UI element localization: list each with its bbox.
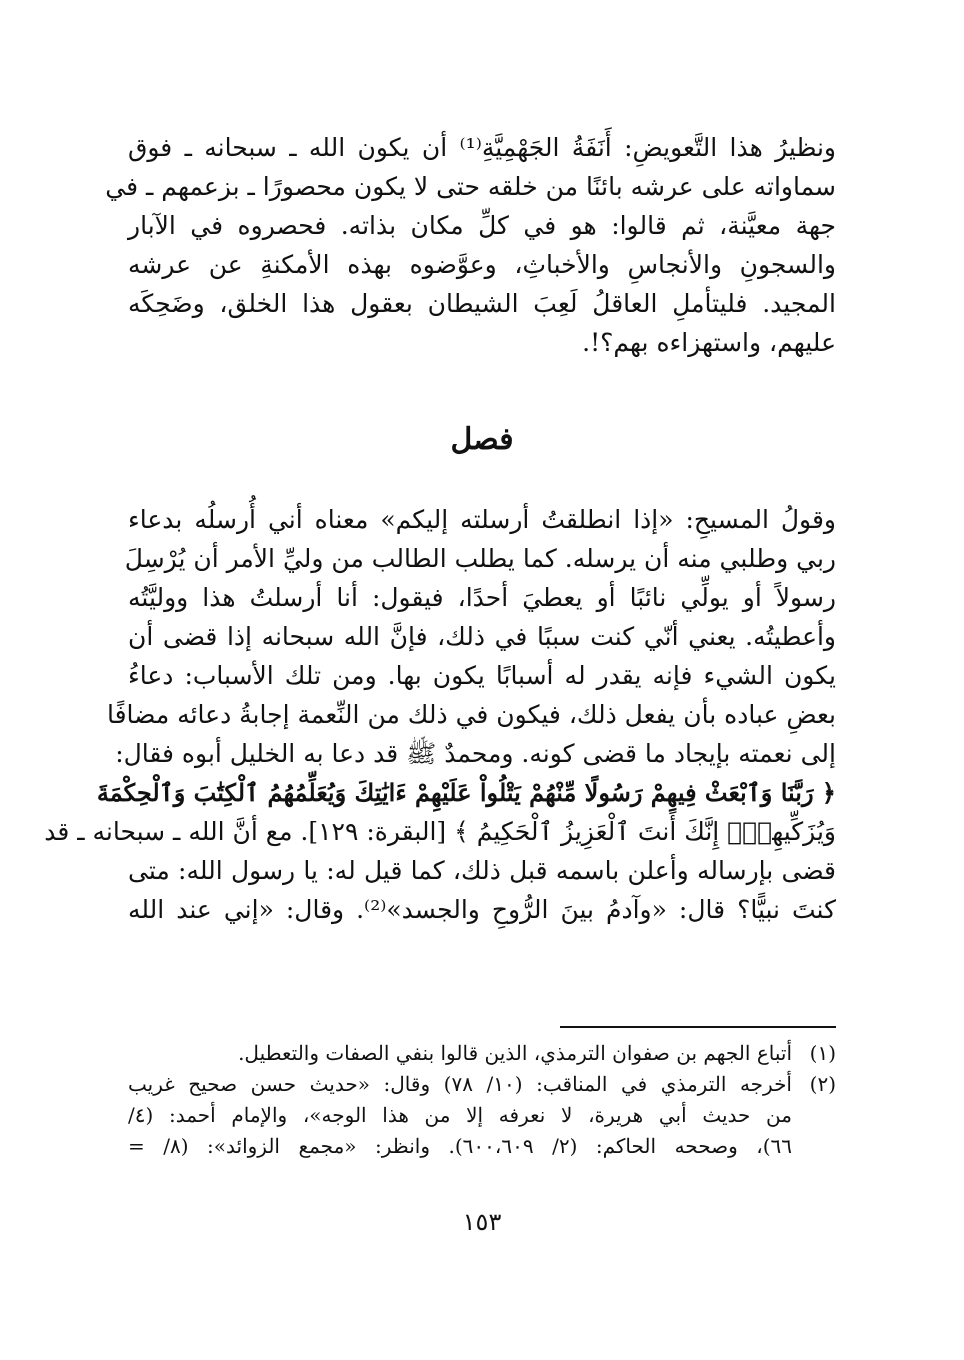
footnote-number: (٢) — [809, 1072, 836, 1096]
footnote-1 — [128, 1038, 836, 1069]
paragraph-line: ربي وطلبي منه أن يرسله. كما يطلب الطالب من وليِّ الأمر أن يُرْسِلَ — [124, 544, 836, 573]
footnote-line — [128, 1069, 836, 1100]
paragraph-line: وأعطيتُه. يعني أنّي كنت سببًا في ذلك، فإنَّ الله سبحانه إذا قضى أن — [128, 622, 836, 651]
paragraph-line: ونظيرُ هذا التَّعويضِ: أَنَفَةُ الجَهْمِيَّةِ⁽¹⁾ أن يكون الله ـ سبحانه ـ فوق — [128, 133, 836, 162]
footnote-line: ٦٦)، وصححه الحاكم: (٢/ ٦٠٠،٦٠٩). وانظر: «مجمع الزوائد»: (٨/ = — [128, 1134, 792, 1158]
paragraph-line: كنتَ نبيًّا؟ قال: «وآدمُ بينَ الرُّوحِ والجسد»⁽²⁾. وقال: «إني عند الله — [128, 895, 837, 924]
paragraph-line: وقولُ المسيحِ: «إذا انطلقتُ أرسلته إليكم» معناه أني أُرسلُه بدعاء — [128, 505, 836, 534]
quran-verse-line: وَيُزَكِّيهِمْۚ إِنَّكَ أَنتَ ٱلْعَزِيزُ ٱلْحَكِيمُ ﴾ [البقرة: ١٢٩]. مع أنَّ الله ـ سبحانه ـ قد — [44, 817, 836, 846]
paragraph-line: إلى نعمته بإيجاد ما قضى كونه. ومحمدٌ ﷺ قد دعا به الخليل أبوه فقال: — [115, 739, 836, 768]
paragraph-line: سماواته على عرشه بائنًا من خلقه حتى لا يكون محصورًا ـ بزعمهم ـ في — [105, 172, 836, 201]
paragraph-2 — [44, 500, 837, 929]
paragraph-line: يكون الشيء فإنه يقدر له أسبابًا يكون بها. ومن تلك الأسباب: دعاءُ — [128, 661, 836, 690]
page-number: ١٥٣ — [462, 1208, 502, 1236]
footnote-text: أتباع الجهم بن صفوان الترمذي، الذين قالوا بنفي الصفات والتعطيل. — [238, 1041, 792, 1065]
footnote-2 — [128, 1069, 836, 1162]
paragraph-1 — [105, 128, 836, 362]
footnote-text: أخرجه الترمذي في المناقب: (١٠/ ٧٨) وقال: «حديث حسن صحيح غريب — [128, 1072, 792, 1096]
paragraph-line: جهة معيَّنة، ثم قالوا: هو في كلِّ مكان بذاته. فحصروه في الآبار — [128, 211, 836, 240]
section-heading: فصل — [450, 422, 514, 457]
quran-verse-line: ﴿ رَبَّنَا وَٱبْعَثْ فِيهِمْ رَسُولًا مِّنْهُمْ يَتْلُواْ عَلَيْهِمْ ءَايَٰتِكَ وَيُعَلِّمُهُمُ ٱلْكِتَٰبَ وَٱلْحِكْمَةَ — [96, 778, 836, 807]
footnote-number: (١) — [809, 1041, 836, 1065]
footnotes — [128, 1038, 836, 1162]
footnote-line — [128, 1038, 836, 1069]
paragraph-line: رسولاً أو يولِّي نائبًا أو يعطيَ أحدًا، فيقول: أنا أرسلتُ هذا ووليَّتُه — [128, 583, 836, 612]
paragraph-line: قضى بإرساله وأعلن باسمه قبل ذلك، كما قيل له: يا رسول الله: متى — [128, 856, 836, 885]
footnote-divider — [560, 1026, 836, 1028]
paragraph-line: بعضِ عباده بأن يفعل ذلك، فيكون في ذلك من النِّعمة إجابةُ دعائه مضافًا — [106, 700, 836, 729]
footnote-line: من حديث أبي هريرة، لا نعرفه إلا من هذا الوجه»، والإمام أحمد: (٤/ — [128, 1103, 792, 1127]
paragraph-line: والسجونِ والأنجاسِ والأخباثِ، وعوَّضوه بهذه الأمكنةِ عن عرشه — [128, 250, 836, 279]
paragraph-line: عليهم، واستهزاءه بهم؟!. — [582, 328, 836, 357]
paragraph-line: المجيد. فليتأملِ العاقلُ لَعِبَ الشيطان بعقول هذا الخلق، وضَحِكَه — [128, 289, 836, 318]
